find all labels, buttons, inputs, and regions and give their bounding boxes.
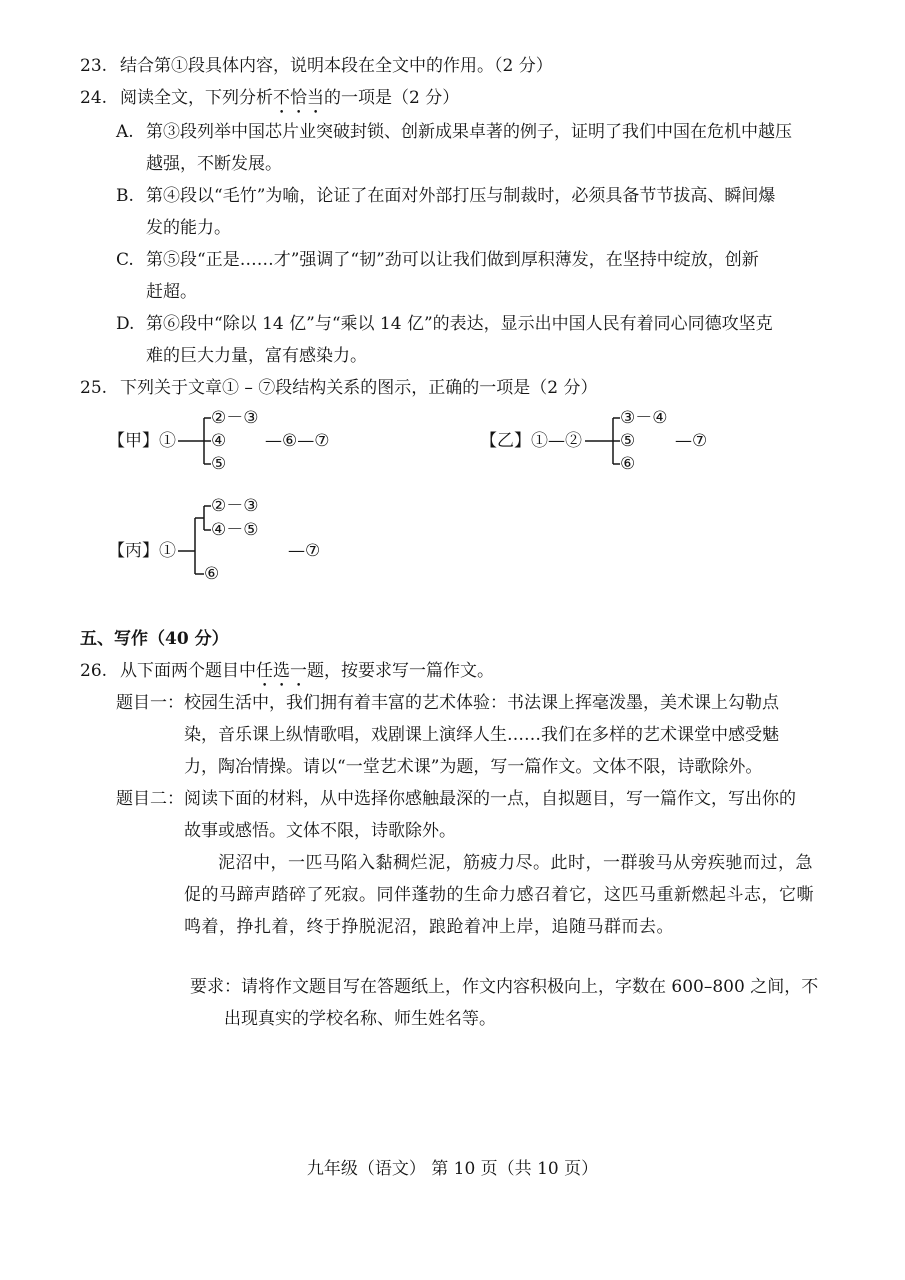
material-line-2: 促的马蹄声踏碎了死寂。同伴蓬勃的生命力感召着它，这匹马重新燃起斗志，它嘶 <box>184 885 814 905</box>
diagram-node-top: ③－④ <box>620 408 668 428</box>
requirement-text: 请将作文题目写在答题纸上，作文内容积极向上，字数在 600–800 之间，不 <box>241 977 819 997</box>
diagram-node-bot: ⑥ <box>204 564 220 584</box>
diagram-node-mid: ④－⑤ <box>211 520 259 540</box>
diagram-tail: —⑦ <box>288 541 321 561</box>
question-text: 下列关于文章① – ⑦段结构关系的图示，正确的一项是（2 分） <box>120 378 598 398</box>
option-b <box>116 185 775 207</box>
option-d-cont: 难的巨大力量，富有感染力。 <box>146 346 367 366</box>
option-text: 第⑥段中“除以 14 亿”与“乘以 14 亿”的表达，显示出中国人民有着同心同德攻坚克 <box>146 314 773 334</box>
section-title: 五、写作（40 分） <box>80 629 229 649</box>
topic-label: 题目二： <box>116 789 184 809</box>
option-label: D. <box>116 314 135 334</box>
option-label: C. <box>116 250 134 270</box>
topic-text: 阅读下面的材料，从中选择你感触最深的一点，自拟题目，写一篇作文，写出你的 <box>184 789 796 809</box>
requirement-line-2: 出现真实的学校名称、师生姓名等。 <box>224 1009 496 1029</box>
option-text: 第⑤段“正是……才”强调了“韧”劲可以让我们做到厚积薄发，在坚持中绽放，创新 <box>146 250 759 270</box>
diagram-node-bot: ⑥ <box>620 454 636 474</box>
emphasized-text: 任选一 <box>256 661 307 681</box>
question-text-suffix: 题，按要求写一篇作文。 <box>307 661 494 681</box>
question-number: 24. <box>80 88 108 108</box>
option-c-cont: 赶超。 <box>146 282 197 302</box>
option-label: B. <box>116 186 134 206</box>
diagram-yi <box>480 402 740 478</box>
diagram-label: 【丙】① <box>108 541 176 561</box>
option-text: 第④段以“毛竹”为喻，论证了在面对外部打压与制裁时，必须具备节节拔高、瞬间爆 <box>146 186 776 206</box>
question-25 <box>80 377 598 399</box>
question-text-suffix: 的一项是（2 分） <box>324 88 460 108</box>
topic-2 <box>116 788 796 810</box>
question-text-prefix: 从下面两个题目中 <box>120 661 256 681</box>
diagram-node-bot: ⑤ <box>211 454 227 474</box>
topic-1 <box>116 692 779 714</box>
question-number: 26. <box>80 661 108 681</box>
diagram-tail: —⑥—⑦ <box>265 431 330 451</box>
option-text: 第③段列举中国芯片业突破封锁、创新成果卓著的例子，证明了我们中国在危机中越压 <box>146 122 792 142</box>
diagram-label: 【乙】①—② <box>480 431 582 451</box>
option-label: A. <box>116 122 134 142</box>
requirement <box>190 976 818 998</box>
topic-label: 题目一： <box>116 693 184 713</box>
topic-1-line-2: 染，音乐课上纵情歌唱，戏剧课上演绎人生……我们在多样的艺术课堂中感受魅 <box>184 725 779 745</box>
question-24 <box>80 87 459 118</box>
page-footer: 九年级（语文） 第 10 页（共 10 页） <box>306 1159 599 1179</box>
diagram-jia <box>108 402 368 478</box>
emphasized-text: 不恰当 <box>273 88 324 108</box>
diagram-label: 【甲】① <box>108 431 176 451</box>
topic-text: 校园生活中，我们拥有着丰富的艺术体验：书法课上挥毫泼墨，美术课上勾勒点 <box>184 693 779 713</box>
requirement-label: 要求： <box>190 977 241 997</box>
diagram-node-mid: ⑤ <box>620 431 636 451</box>
question-26 <box>80 660 494 691</box>
topic-2-line-2: 故事或感悟。文体不限，诗歌除外。 <box>184 821 456 841</box>
diagram-node-top: ②－③ <box>211 496 259 516</box>
material-line-1: 泥沼中，一匹马陷入黏稠烂泥，筋疲力尽。此时，一群骏马从旁疾驰而过，急 <box>218 853 813 873</box>
diagram-bing <box>108 490 368 590</box>
option-d <box>116 313 773 335</box>
question-23 <box>80 55 553 77</box>
question-text: 结合第①段具体内容，说明本段在全文中的作用。（2 分） <box>120 56 553 76</box>
option-a-cont: 越强，不断发展。 <box>146 154 282 174</box>
diagram-node-mid: ④ <box>211 431 227 451</box>
topic-1-line-3: 力，陶冶情操。请以“一堂艺术课”为题，写一篇作文。文体不限，诗歌除外。 <box>184 757 763 777</box>
material-line-3: 鸣着，挣扎着，终于挣脱泥沼，踉跄着冲上岸，追随马群而去。 <box>184 917 674 937</box>
question-text-prefix: 阅读全文，下列分析 <box>120 88 273 108</box>
diagram-tail: —⑦ <box>675 431 708 451</box>
question-number: 23. <box>80 56 108 76</box>
option-a <box>116 121 792 143</box>
option-b-cont: 发的能力。 <box>146 218 231 238</box>
option-c <box>116 249 759 271</box>
diagram-node-top: ②－③ <box>211 408 259 428</box>
question-number: 25. <box>80 378 108 398</box>
